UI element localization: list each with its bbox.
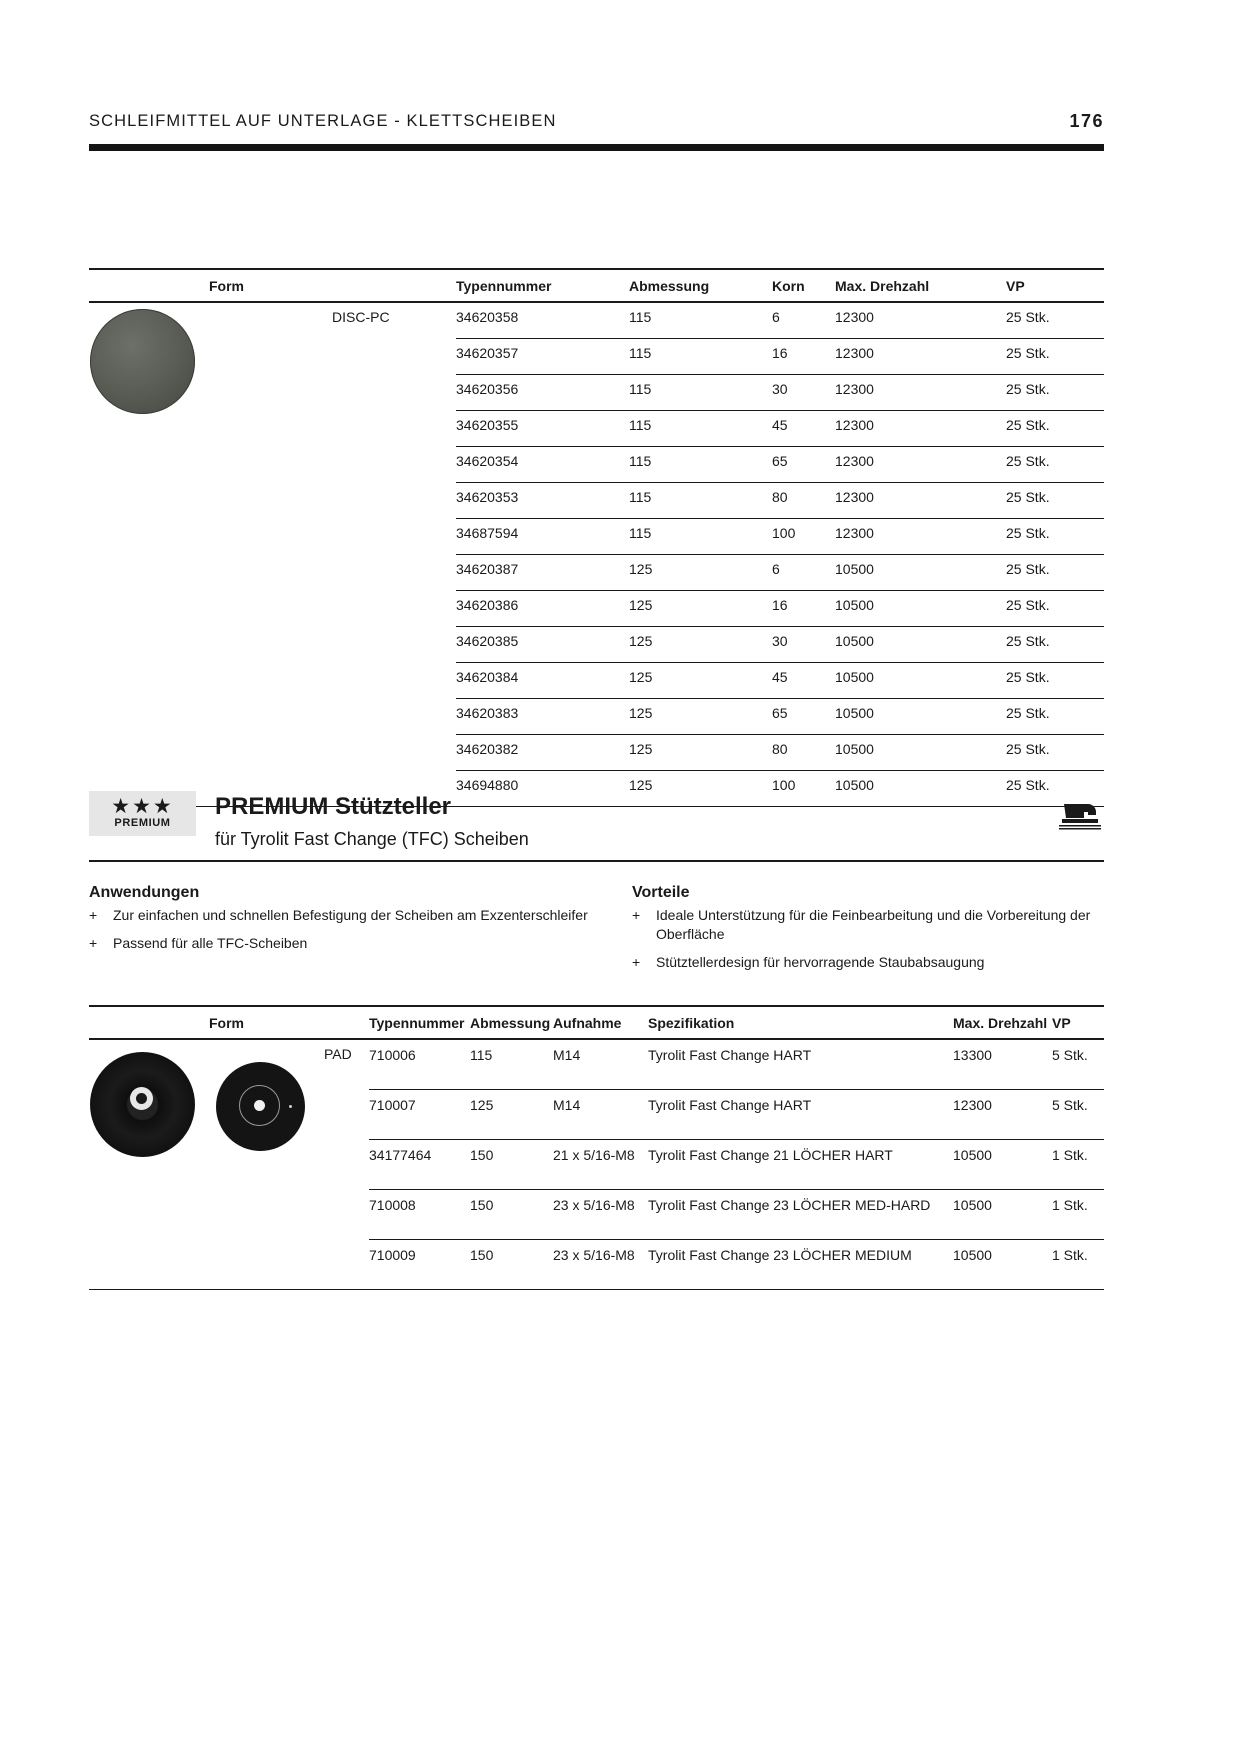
cell-typennummer: 34620382: [456, 735, 629, 771]
cell-vp: 25 Stk.: [1006, 771, 1104, 807]
plus-bullet-icon: +: [89, 907, 98, 923]
table-header-row: [89, 1006, 1104, 1039]
bullet-text: Passend für alle TFC-Scheiben: [113, 935, 308, 951]
cell-spezifikation: Tyrolit Fast Change HART: [648, 1090, 953, 1140]
cell-korn: 30: [772, 627, 835, 663]
cell-typennummer: 34620384: [456, 663, 629, 699]
plus-bullet-icon: +: [632, 907, 641, 923]
cell-abmessung: 115: [629, 447, 772, 483]
section-divider: [89, 860, 1104, 862]
cell-typennummer: 34620387: [456, 555, 629, 591]
col-korn: Korn: [772, 269, 835, 302]
cell-abmessung: 125: [629, 735, 772, 771]
cell-max-drehzahl: 10500: [953, 1140, 1052, 1190]
pad-marker-dot: [289, 1105, 292, 1108]
cell-korn: 45: [772, 411, 835, 447]
cell-typennummer: 710009: [369, 1240, 470, 1290]
cell-max-drehzahl: 13300: [953, 1039, 1052, 1090]
cell-abmessung: 115: [629, 339, 772, 375]
col-form: Form: [89, 1006, 369, 1039]
cell-max-drehzahl: 12300: [835, 483, 1006, 519]
cell-aufnahme: 23 x 5/16-M8: [553, 1190, 648, 1240]
col-typennummer: Typennummer: [456, 269, 629, 302]
cell-abmessung: 125: [629, 699, 772, 735]
cell-typennummer: 34177464: [369, 1140, 470, 1190]
col-abmessung: Abmessung: [470, 1006, 553, 1039]
col-form: Form: [89, 269, 456, 302]
cell-max-drehzahl: 10500: [835, 591, 1006, 627]
cell-abmessung: 125: [470, 1090, 553, 1140]
table-row: [89, 302, 1104, 339]
cell-korn: 16: [772, 591, 835, 627]
cell-typennummer: 34620356: [456, 375, 629, 411]
cell-korn: 80: [772, 735, 835, 771]
cell-aufnahme: 21 x 5/16-M8: [553, 1140, 648, 1190]
cell-vp: 25 Stk.: [1006, 627, 1104, 663]
cell-max-drehzahl: 12300: [835, 339, 1006, 375]
col-max-drehzahl: Max. Drehzahl: [835, 269, 1006, 302]
cell-typennummer: 34620353: [456, 483, 629, 519]
product-image-cell: [89, 302, 332, 807]
cell-korn: 80: [772, 483, 835, 519]
cell-max-drehzahl: 12300: [835, 302, 1006, 339]
cell-abmessung: 115: [629, 483, 772, 519]
cell-abmessung: 125: [629, 771, 772, 807]
cell-vp: 25 Stk.: [1006, 375, 1104, 411]
cell-typennummer: 34620383: [456, 699, 629, 735]
list-item: [632, 953, 1104, 973]
cell-abmessung: 115: [470, 1039, 553, 1090]
cell-korn: 65: [772, 447, 835, 483]
cell-max-drehzahl: 10500: [835, 555, 1006, 591]
premium-badge-label: PREMIUM: [114, 817, 171, 829]
cell-max-drehzahl: 10500: [835, 663, 1006, 699]
orbital-sander-icon: [1058, 800, 1102, 830]
cell-korn: 6: [772, 555, 835, 591]
disc-pc-image: [90, 309, 195, 414]
cell-vp: 25 Stk.: [1006, 447, 1104, 483]
backing-pad-table: [89, 1005, 1104, 1290]
cell-abmessung: 125: [629, 591, 772, 627]
cell-korn: 100: [772, 771, 835, 807]
star-rating-icon: ★★★: [111, 795, 174, 818]
col-aufnahme: Aufnahme: [553, 1006, 648, 1039]
cell-typennummer: 34620355: [456, 411, 629, 447]
cell-max-drehzahl: 10500: [835, 627, 1006, 663]
cell-max-drehzahl: 12300: [835, 447, 1006, 483]
list-item: [89, 934, 629, 954]
cell-vp: 25 Stk.: [1006, 699, 1104, 735]
cell-vp: 25 Stk.: [1006, 663, 1104, 699]
cell-abmessung: 115: [629, 302, 772, 339]
cell-vp: 1 Stk.: [1052, 1190, 1104, 1240]
cell-korn: 45: [772, 663, 835, 699]
cell-max-drehzahl: 10500: [953, 1190, 1052, 1240]
cell-korn: 16: [772, 339, 835, 375]
cell-typennummer: 710008: [369, 1190, 470, 1240]
cell-aufnahme: M14: [553, 1039, 648, 1090]
cell-typennummer: 34620354: [456, 447, 629, 483]
cell-abmessung: 125: [629, 663, 772, 699]
cell-korn: 30: [772, 375, 835, 411]
form-label: PAD: [324, 1039, 369, 1290]
cell-max-drehzahl: 12300: [835, 519, 1006, 555]
cell-typennummer: 34620358: [456, 302, 629, 339]
cell-max-drehzahl: 12300: [835, 411, 1006, 447]
cell-typennummer: 34687594: [456, 519, 629, 555]
cell-max-drehzahl: 10500: [953, 1240, 1052, 1290]
section-title: SCHLEIFMITTEL AUF UNTERLAGE - KLETTSCHEIBEN: [89, 112, 557, 130]
cell-vp: 25 Stk.: [1006, 339, 1104, 375]
cell-typennummer: 34694880: [456, 771, 629, 807]
cell-spezifikation: Tyrolit Fast Change HART: [648, 1039, 953, 1090]
cell-vp: 25 Stk.: [1006, 735, 1104, 771]
cell-vp: 25 Stk.: [1006, 591, 1104, 627]
cell-vp: 25 Stk.: [1006, 302, 1104, 339]
cell-max-drehzahl: 10500: [835, 735, 1006, 771]
plus-bullet-icon: +: [632, 954, 641, 970]
table-row: [89, 1039, 1104, 1090]
cell-korn: 65: [772, 699, 835, 735]
cell-abmessung: 125: [629, 627, 772, 663]
cell-abmessung: 115: [629, 375, 772, 411]
cell-vp: 1 Stk.: [1052, 1140, 1104, 1190]
col-abmessung: Abmessung: [629, 269, 772, 302]
plus-bullet-icon: +: [89, 935, 98, 951]
cell-vp: 5 Stk.: [1052, 1039, 1104, 1090]
cell-max-drehzahl: 10500: [835, 771, 1006, 807]
col-vp: VP: [1052, 1006, 1104, 1039]
bullet-text: Zur einfachen und schnellen Befestigung der Scheiben am Exzenterschleifer: [113, 907, 588, 923]
cell-aufnahme: 23 x 5/16-M8: [553, 1240, 648, 1290]
cell-typennummer: 34620357: [456, 339, 629, 375]
cell-max-drehzahl: 12300: [953, 1090, 1052, 1140]
cell-vp: 25 Stk.: [1006, 555, 1104, 591]
cell-typennummer: 34620386: [456, 591, 629, 627]
cell-spezifikation: Tyrolit Fast Change 23 LÖCHER MEDIUM: [648, 1240, 953, 1290]
cell-vp: 25 Stk.: [1006, 519, 1104, 555]
table-header-row: [89, 269, 1104, 302]
cell-korn: 100: [772, 519, 835, 555]
cell-abmessung: 150: [470, 1190, 553, 1240]
cell-vp: 1 Stk.: [1052, 1240, 1104, 1290]
cell-spezifikation: Tyrolit Fast Change 23 LÖCHER MED-HARD: [648, 1190, 953, 1240]
cell-vp: 25 Stk.: [1006, 411, 1104, 447]
cell-abmessung: 150: [470, 1240, 553, 1290]
bullet-text: Stütztellerdesign für hervorragende Staubabsaugung: [656, 954, 985, 970]
cell-max-drehzahl: 10500: [835, 699, 1006, 735]
cell-abmessung: 115: [629, 411, 772, 447]
vorteile-heading: Vorteile: [632, 884, 690, 901]
disc-pc-table: [89, 268, 1104, 807]
page-number: 176: [1069, 111, 1104, 131]
cell-vp: 25 Stk.: [1006, 483, 1104, 519]
pad-center-hole: [254, 1100, 265, 1111]
cell-typennummer: 34620385: [456, 627, 629, 663]
cell-typennummer: 710007: [369, 1090, 470, 1140]
col-vp: VP: [1006, 269, 1104, 302]
list-item: [632, 906, 1104, 946]
list-item: [89, 906, 629, 926]
cell-aufnahme: M14: [553, 1090, 648, 1140]
cell-abmessung: 150: [470, 1140, 553, 1190]
pad-hub-center: [136, 1093, 147, 1104]
premium-badge: [89, 791, 196, 836]
cell-abmessung: 125: [629, 555, 772, 591]
product-subtitle: für Tyrolit Fast Change (TFC) Scheiben: [215, 829, 529, 849]
cell-abmessung: 115: [629, 519, 772, 555]
cell-vp: 5 Stk.: [1052, 1090, 1104, 1140]
col-max-drehzahl: Max. Drehzahl: [953, 1006, 1052, 1039]
form-label: DISC-PC: [332, 302, 456, 807]
cell-max-drehzahl: 12300: [835, 375, 1006, 411]
cell-spezifikation: Tyrolit Fast Change 21 LÖCHER HART: [648, 1140, 953, 1190]
header-rule: [89, 144, 1104, 151]
bullet-text: Ideale Unterstützung für die Feinbearbeitung und die Vorbereitung der Oberfläche: [656, 907, 1091, 942]
anwendungen-heading: Anwendungen: [89, 884, 200, 901]
col-spezifikation: Spezifikation: [648, 1006, 953, 1039]
cell-typennummer: 710006: [369, 1039, 470, 1090]
product-title: PREMIUM Stützteller: [215, 793, 452, 820]
product-image-cell: [89, 1039, 324, 1290]
col-typennummer: Typennummer: [369, 1006, 470, 1039]
cell-korn: 6: [772, 302, 835, 339]
